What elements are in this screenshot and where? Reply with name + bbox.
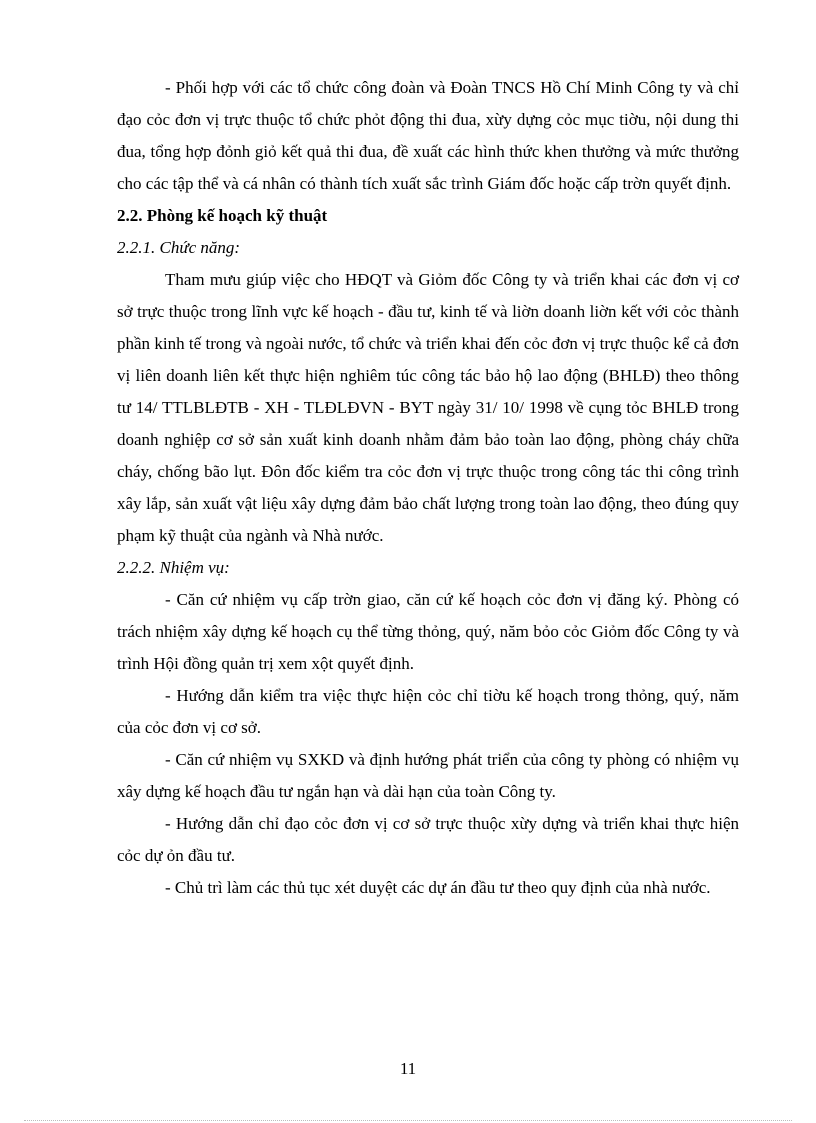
duties-paragraph-1: - Căn cứ nhiệm vụ cấp trờn giao, căn cứ kế hoạch cỏc đơn vị đăng ký. Phòng có trách nhiệm xây dựng kế hoạch cụ thể từng thỏng, quý, năm bỏo cỏc Giỏm đốc Công ty và trình Hội đồng quản trị xem xột quyết định. xyxy=(117,590,739,673)
functions-paragraph: Tham mưu giúp việc cho HĐQT và Giỏm đốc Công ty và triển khai các đơn vị cơ sở trực thuộc trong lĩnh vực kế hoạch - đầu tư, kinh tế và liờn doanh liờn kết với cỏc thành phần kinh tế trong và ngoài nước, tổ chức và triển khai đến cỏc đơn vị trực thuộc kể cả đơn vị liên doanh liên kết thực hiện nghiêm túc công tác bảo hộ lao động (BHLĐ) theo thông tư 14/ TTLBLĐTB - XH - TLĐLĐVN - BYT ngày 31/ 10/ 1998 về cụng tỏc BHLĐ trong doanh nghiệp cơ sở sản xuất kinh doanh nhằm đảm bảo toàn lao động, phòng cháy chữa cháy, chống bão lụt. Đôn đốc kiểm tra cỏc đơn vị trực thuộc trong công tác thi công trình xây lắp, sản xuất vật liệu xây dựng đảm bảo chất lượng trong toàn lao động, theo đúng quy phạm kỹ thuật của ngành và Nhà nước. xyxy=(117,270,739,545)
duties-subheading: 2.2.2. Nhiệm vụ: xyxy=(117,558,230,577)
intro-paragraph: - Phối hợp với các tổ chức công đoàn và Đoàn TNCS Hồ Chí Minh Công ty và chỉ đạo cỏc đơn vị trực thuộc tổ chức phỏt động thi đua, xừy dựng cỏc mục tiờu, nội dung thi đua, tổng hợp đỏnh giỏ kết quả thi đua, đề xuất các hình thức khen thưởng và mức thưởng cho các tập thể và cá nhân có thành tích xuất sắc trình Giám đốc hoặc cấp trờn quyết định. xyxy=(117,78,739,193)
duties-paragraph-5: - Chủ trì làm các thủ tục xét duyệt các dự án đầu tư theo quy định của nhà nước. xyxy=(165,878,711,897)
duties-paragraph-3: - Căn cứ nhiệm vụ SXKD và định hướng phát triển của công ty phòng có nhiệm vụ xây dựng kế hoạch đầu tư ngắn hạn và dài hạn của toàn Công ty. xyxy=(117,750,739,801)
page-number: 11 xyxy=(399,1059,417,1078)
footer-divider xyxy=(24,1120,792,1121)
duties-paragraph-2: - Hướng dẫn kiểm tra việc thực hiện cỏc chỉ tiờu kế hoạch trong thỏng, quý, năm của cỏc đơn vị cơ sở. xyxy=(117,686,739,737)
section-heading: 2.2. Phòng kế hoạch kỹ thuật xyxy=(117,206,328,225)
duties-paragraph-4: - Hướng dẫn chỉ đạo cỏc đơn vị cơ sở trực thuộc xừy dựng và triển khai thực hiện cỏc dự ỏn đầu tư. xyxy=(117,814,739,865)
body-text xyxy=(117,72,739,904)
functions-subheading: 2.2.1. Chức năng: xyxy=(117,238,241,257)
